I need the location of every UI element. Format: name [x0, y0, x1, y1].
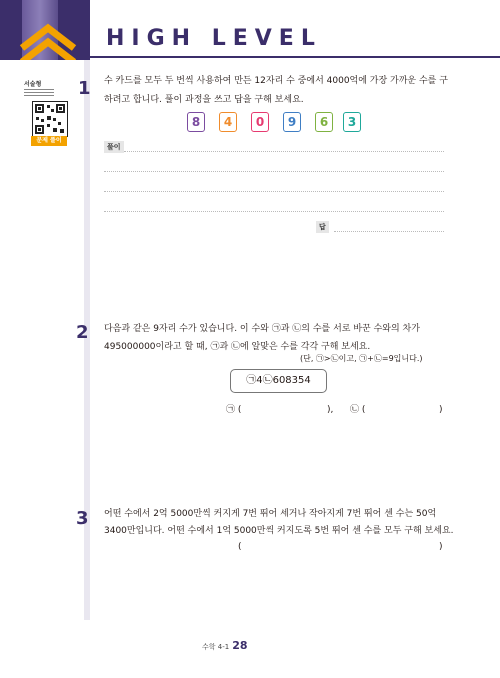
problem-2-condition: (단, ㉠>㉡이고, ㉠+㉡=9입니다.): [300, 354, 423, 363]
answer-a-suffix: ),: [327, 405, 334, 415]
number-card: 8: [187, 112, 205, 132]
answer-b-suffix: ): [439, 405, 443, 415]
problem-1-text-line1: 수 카드를 모두 두 번씩 사용하여 만든 12자리 수 중에서 4000억에 가장 가까운 수를 구: [104, 76, 448, 86]
essay-badge-label: 서술형: [24, 81, 42, 88]
header-illustration: [0, 0, 90, 60]
answer-prefix: (: [238, 542, 242, 552]
answer-label: 답: [316, 221, 329, 233]
chevron-up-icon: [18, 22, 78, 60]
page-title: HIGH LEVEL: [106, 26, 322, 51]
problem-1-number: 1: [78, 78, 91, 99]
answer-suffix: ): [439, 542, 443, 552]
problem-2-text-line1: 다음과 같은 9자리 수가 있습니다. 이 수와 ㉠과 ㉡의 수를 서로 바꾼 수와의 차가: [104, 324, 420, 334]
header-divider: [90, 56, 500, 58]
answer-line[interactable]: [334, 231, 444, 232]
solution-label: 풀이: [104, 141, 124, 153]
solution-line[interactable]: [104, 211, 444, 212]
solution-line[interactable]: [104, 171, 444, 172]
nine-digit-number-box: ㉠4㉡608354: [230, 369, 327, 393]
problem-3-number: 3: [76, 508, 89, 529]
number-card: 4: [219, 112, 237, 132]
solution-line[interactable]: [124, 151, 444, 152]
problem-3-text-line2: 3400만입니다. 어떤 수에서 1억 5000만씩 커지도록 5번 뛰어 센 수를 모두 구해 보세요.: [104, 526, 454, 536]
qr-solution-label[interactable]: 문제 풀이: [31, 136, 67, 146]
page-footer: [202, 639, 248, 652]
qr-code[interactable]: [32, 101, 68, 137]
problem-2-text-line2: 495000000이라고 할 때, ㉠과 ㉡에 알맞은 수를 각각 구해 보세요.: [104, 342, 371, 352]
number-card: 0: [251, 112, 269, 132]
problem-3-text-line1: 어떤 수에서 2억 5000만씩 커지게 7번 뛰어 세거나 작아지게 7번 뛰어 센 수는 50억: [104, 509, 437, 519]
solution-line[interactable]: [104, 191, 444, 192]
problem-2-number: 2: [76, 322, 89, 343]
qr-code-icon: [33, 102, 67, 136]
page-number: 28: [232, 639, 248, 652]
answer-a-prefix: ㉠ (: [226, 405, 242, 415]
number-card: 3: [343, 112, 361, 132]
answer-b-prefix: ㉡ (: [350, 405, 366, 415]
book-name: 수학 4-1: [202, 643, 230, 651]
problem-1-text-line2: 하려고 합니다. 풀이 과정을 쓰고 답을 구해 보세요.: [104, 95, 304, 105]
number-card: 6: [315, 112, 333, 132]
essay-badge-lines: [24, 89, 54, 97]
number-card: 9: [283, 112, 301, 132]
